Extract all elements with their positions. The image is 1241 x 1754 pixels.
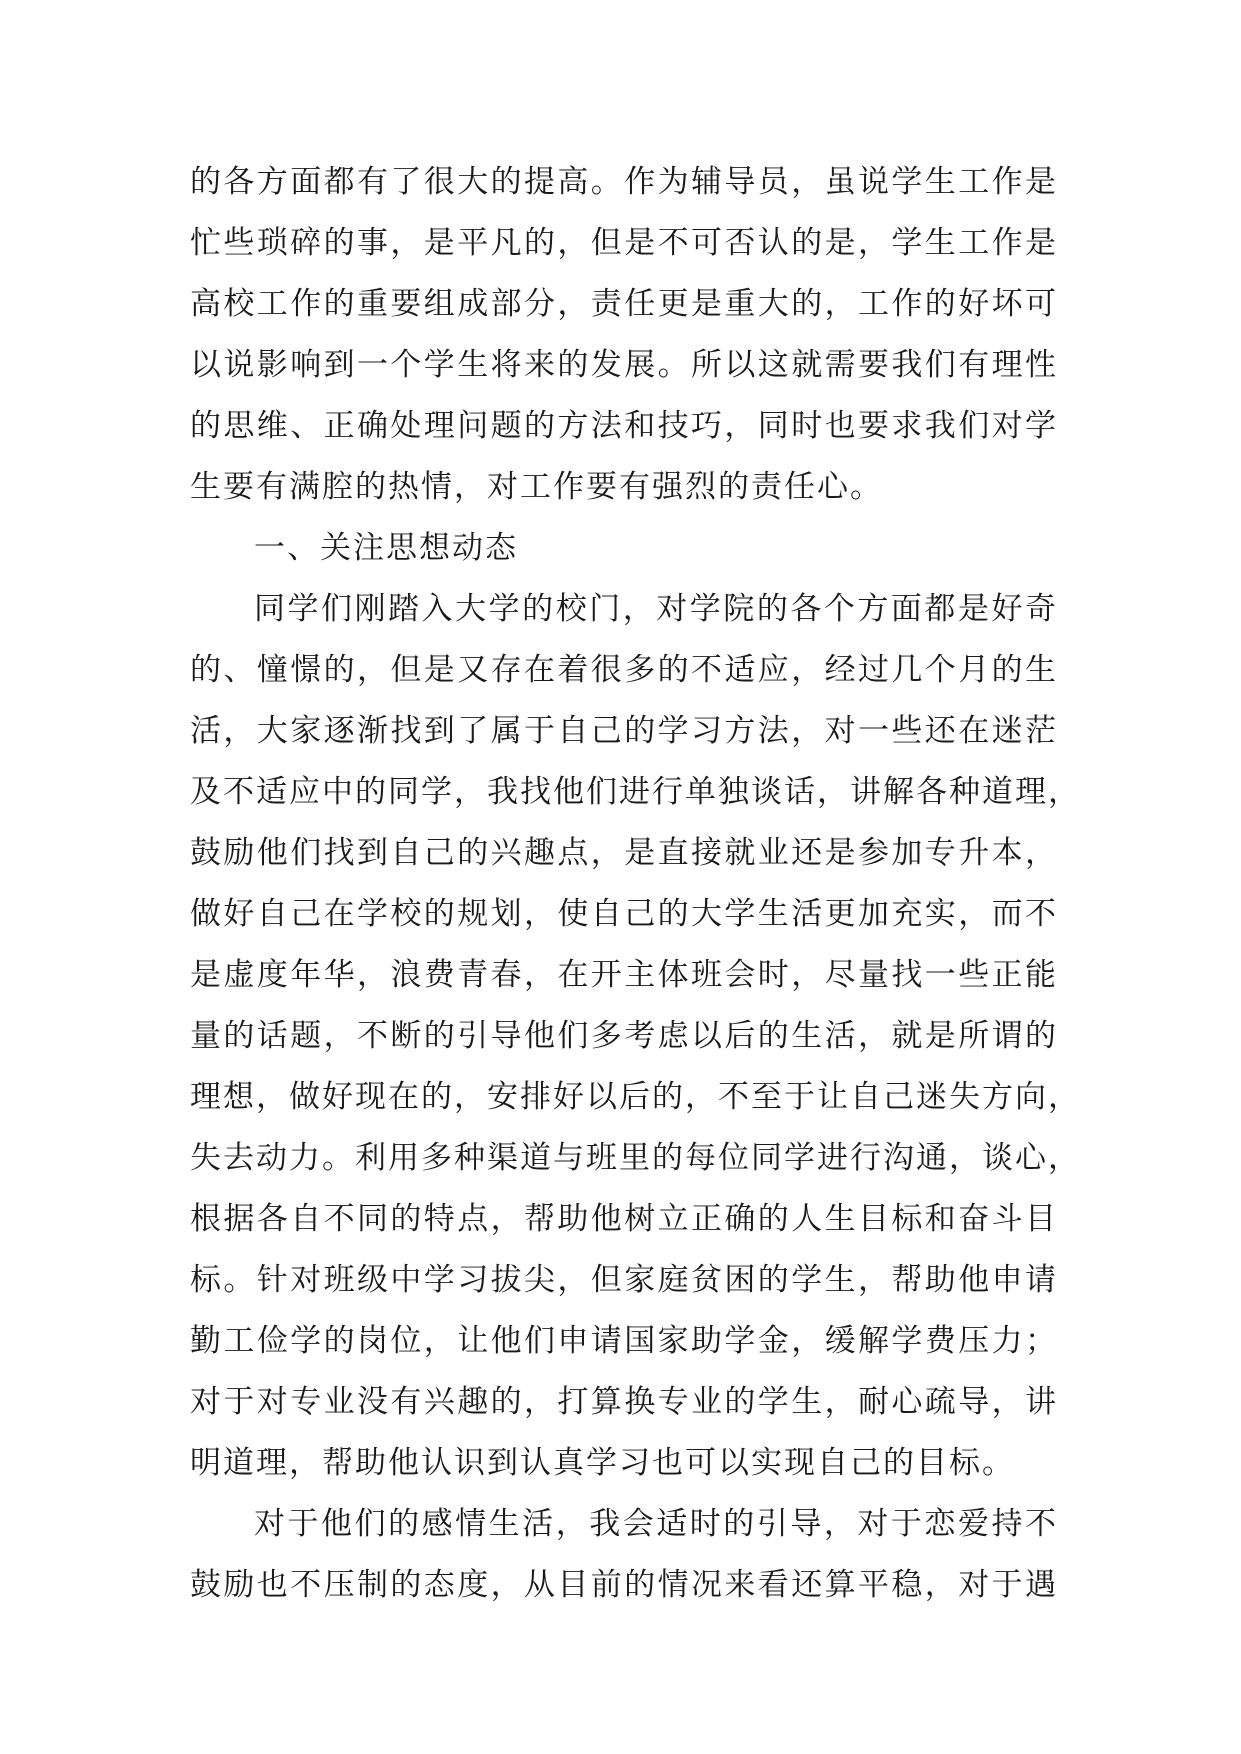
paragraph-emotions — [190, 1494, 1058, 1616]
text-line: 生要有满腔的热情，对工作要有强烈的责任心。 — [190, 469, 883, 505]
text-line: 的、憧憬的，但是又存在着很多的不适应，经过几个月的生 — [190, 652, 1058, 688]
text-line: 明道理，帮助他认识到认真学习也可以实现自己的目标。 — [190, 1445, 1015, 1481]
text-line: 勤工俭学的岗位，让他们申请国家助学金，缓解学费压力； — [190, 1323, 1058, 1359]
text-line: 同学们刚踏入大学的校门，对学院的各个方面都是好奇 — [254, 591, 1058, 627]
text-line: 鼓励也不压制的态度，从目前的情况来看还算平稳，对于遇 — [190, 1567, 1058, 1603]
text-line: 鼓励他们找到自己的兴趣点，是直接就业还是参加专升本， — [190, 835, 1058, 871]
text-line: 是虚度年华，浪费青春，在开主体班会时，尽量找一些正能 — [190, 957, 1058, 993]
text-line: 忙些琐碎的事，是平凡的，但是不可否认的是，学生工作是 — [190, 225, 1058, 261]
text-line: 的各方面都有了很大的提高。作为辅导员，虽说学生工作是 — [190, 164, 1058, 200]
text-line: 以说影响到一个学生将来的发展。所以这就需要我们有理性 — [190, 347, 1058, 383]
text-line: 根据各自不同的特点，帮助他树立正确的人生目标和奋斗目 — [190, 1201, 1058, 1237]
paragraph-intro — [190, 152, 1058, 518]
text-line: 的思维、正确处理问题的方法和技巧，同时也要求我们对学 — [190, 408, 1058, 444]
text-line: 活，大家逐渐找到了属于自己的学习方法，对一些还在迷茫 — [190, 713, 1058, 749]
body-text — [190, 152, 1081, 1616]
text-line: 对于对专业没有兴趣的，打算换专业的学生，耐心疏导，讲 — [190, 1384, 1058, 1420]
heading-line: 一、关注思想动态 — [254, 530, 518, 566]
text-line: 理想，做好现在的，安排好以后的，不至于让自己迷失方向， — [190, 1079, 1081, 1115]
text-line: 量的话题，不断的引导他们多考虑以后的生活，就是所谓的 — [190, 1018, 1058, 1054]
text-line: 做好自己在学校的规划，使自己的大学生活更加充实，而不 — [190, 896, 1058, 932]
text-line: 高校工作的重要组成部分，责任更是重大的，工作的好坏可 — [190, 286, 1058, 322]
text-line: 失去动力。利用多种渠道与班里的每位同学进行沟通，谈心， — [190, 1140, 1081, 1176]
text-line: 及不适应中的同学，我找他们进行单独谈话，讲解各种道理， — [190, 774, 1081, 810]
paragraph-thoughts — [190, 579, 1081, 1494]
text-line: 标。针对班级中学习拔尖，但家庭贫困的学生，帮助他申请 — [190, 1262, 1058, 1298]
section-heading — [190, 518, 1058, 579]
text-line: 对于他们的感情生活，我会适时的引导，对于恋爱持不 — [254, 1506, 1058, 1542]
